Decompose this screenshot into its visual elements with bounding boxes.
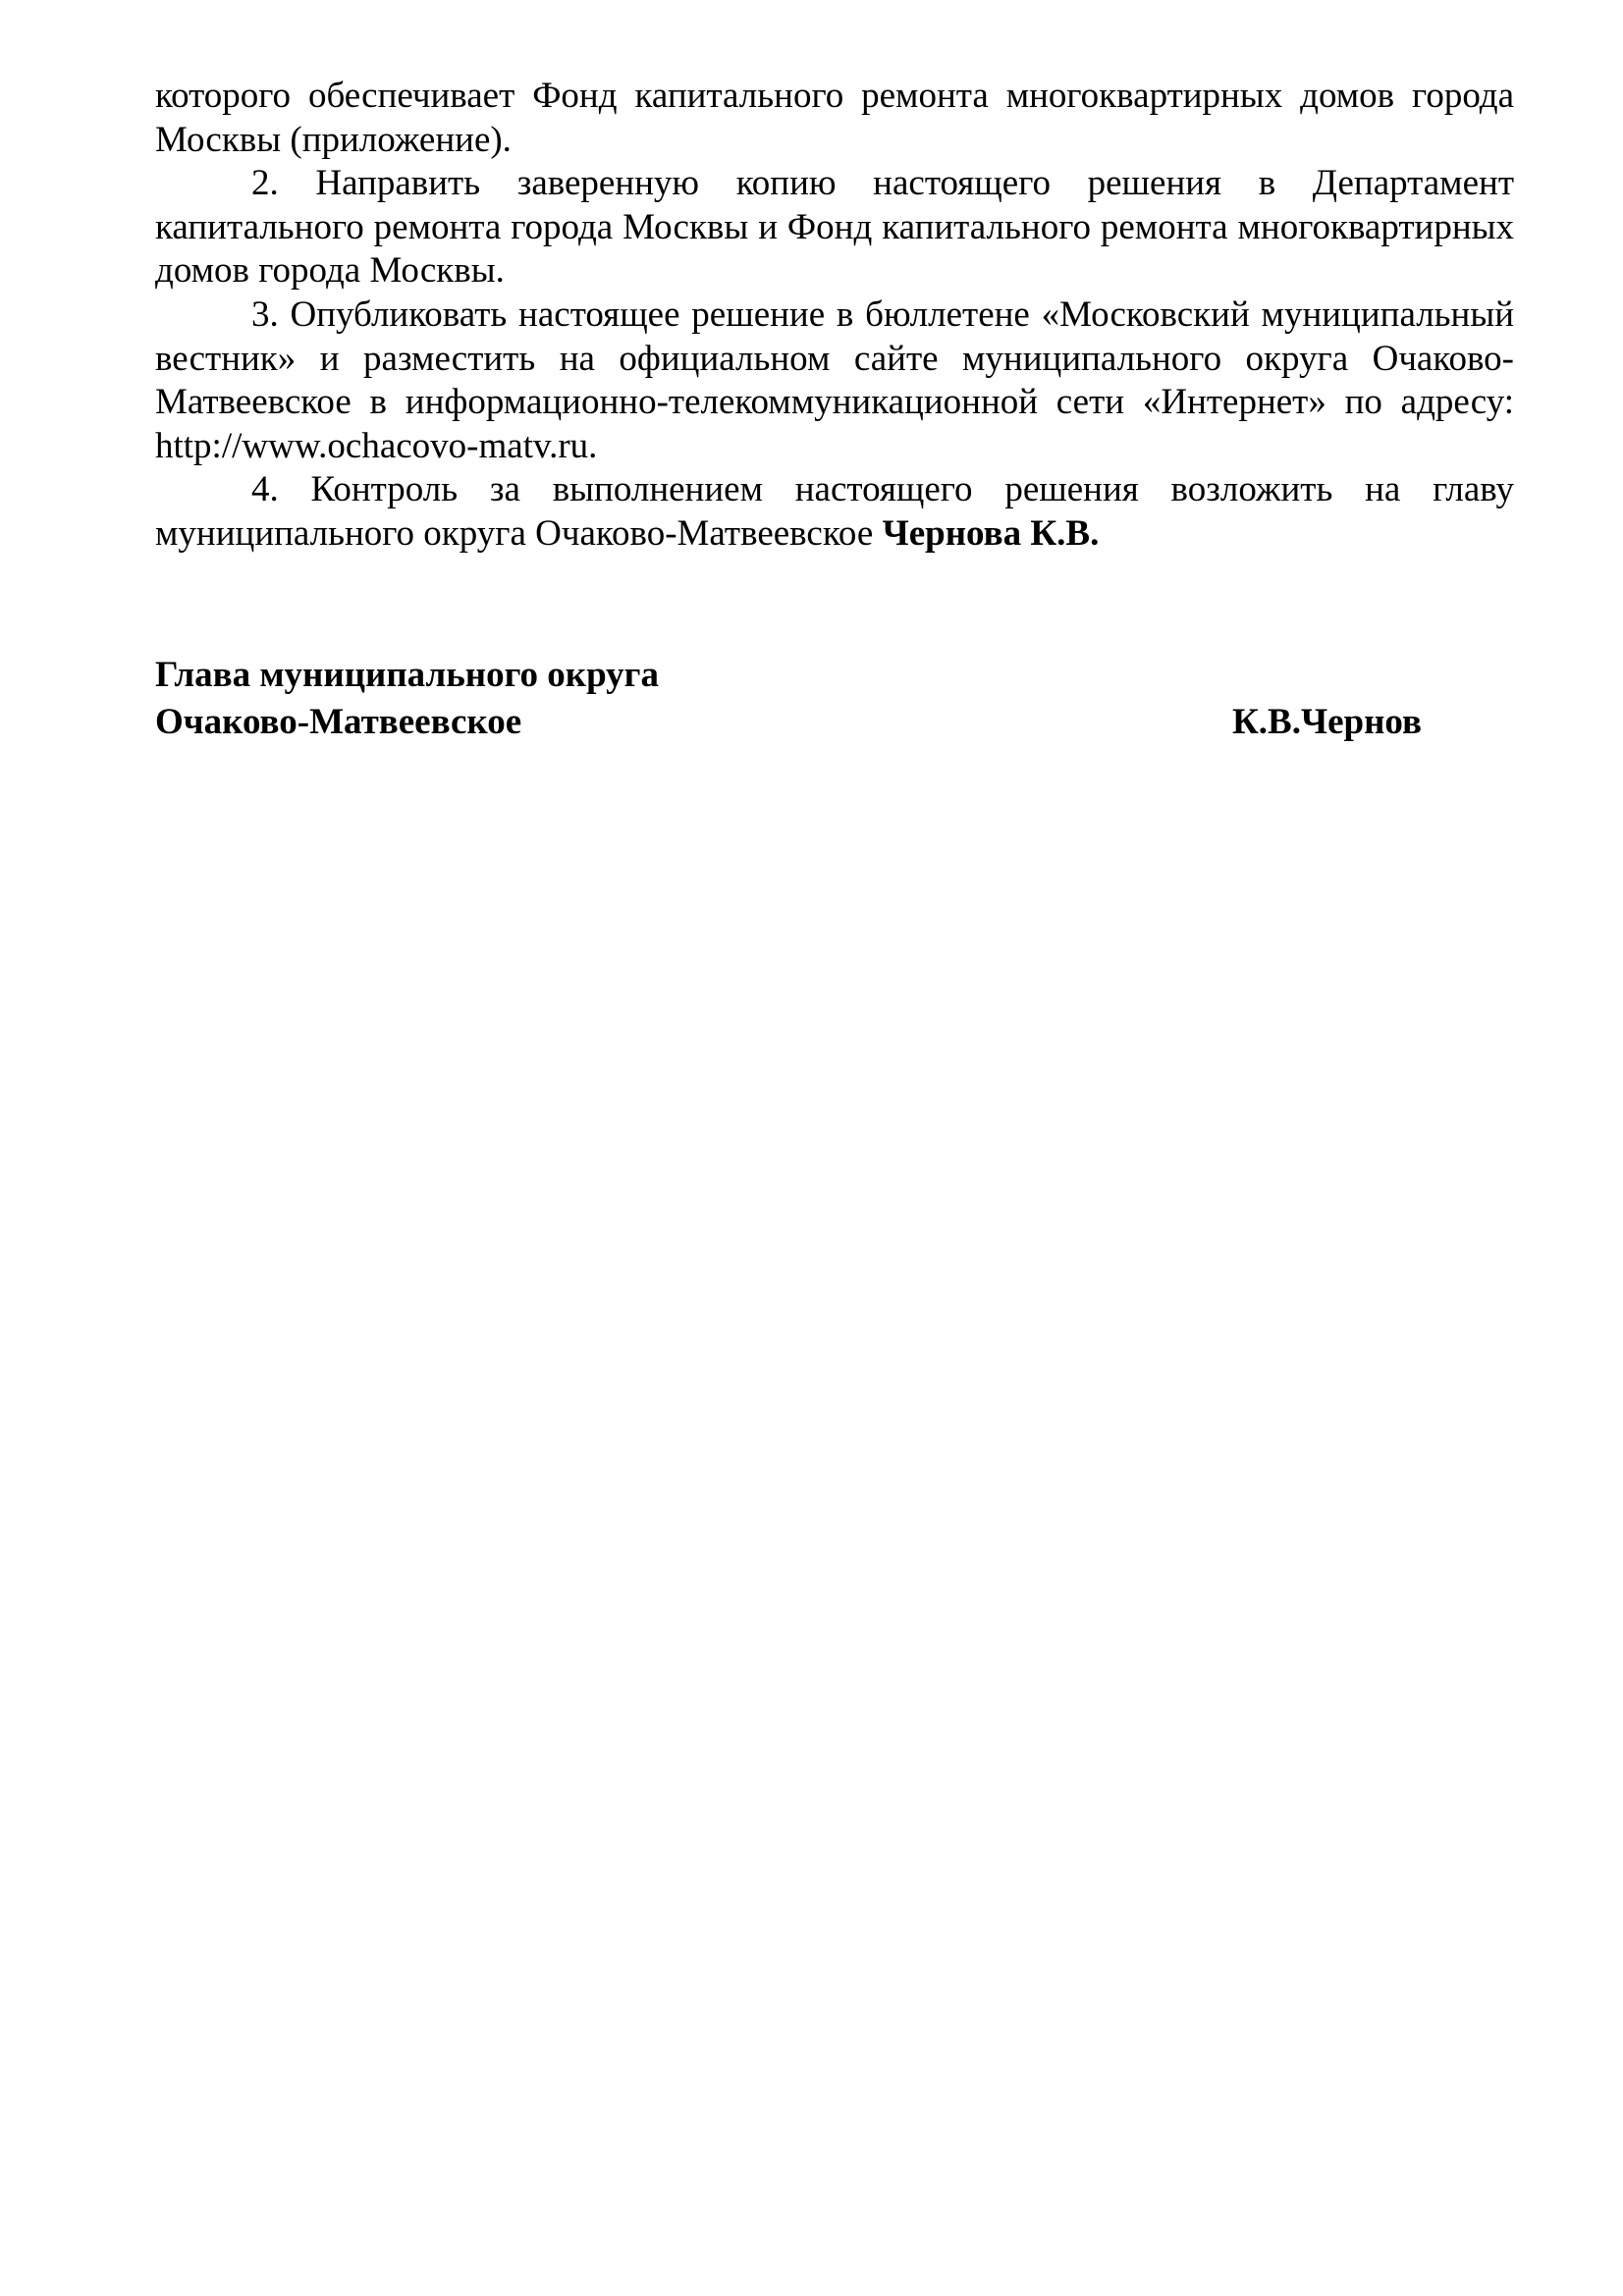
signature-name: К.В.Чернов [1231, 702, 1422, 742]
signature-row-1 [155, 652, 1422, 699]
signature-row-2 [155, 699, 1422, 746]
item-4-responsible-name: Чернова К.В. [882, 512, 1100, 554]
document-body [155, 75, 1514, 557]
item-4-paragraph [155, 468, 1514, 556]
item-4-text: 4. Контроль за выполнением настоящего решения возложить на главу муниципального округа Очаково-Матвеевское [155, 469, 1514, 554]
signature-position-line2: Очаково-Матвеевское [155, 702, 522, 742]
item-2-paragraph: 2. Направить заверенную копию настоящего решения в Департамент капитального ремонта города Москвы и Фонд капитального ремонта многоквартирных домов города Москвы. [155, 163, 1514, 292]
intro-paragraph: которого обеспечивает Фонд капитального ремонта многоквартирных домов города Москвы (приложение). [155, 76, 1514, 160]
signature-block [155, 652, 1422, 746]
signature-position-line1: Глава муниципального округа [155, 655, 659, 695]
item-3-paragraph: 3. Опубликовать настоящее решение в бюллетене «Московский муниципальный вестник» и разместить на официальном сайте муниципального округа Очаково-Матвеевское в информационно-телекоммуникационной сети «Интернет» по адресу: http://www.ochacovo-matv.ru. [155, 294, 1514, 466]
